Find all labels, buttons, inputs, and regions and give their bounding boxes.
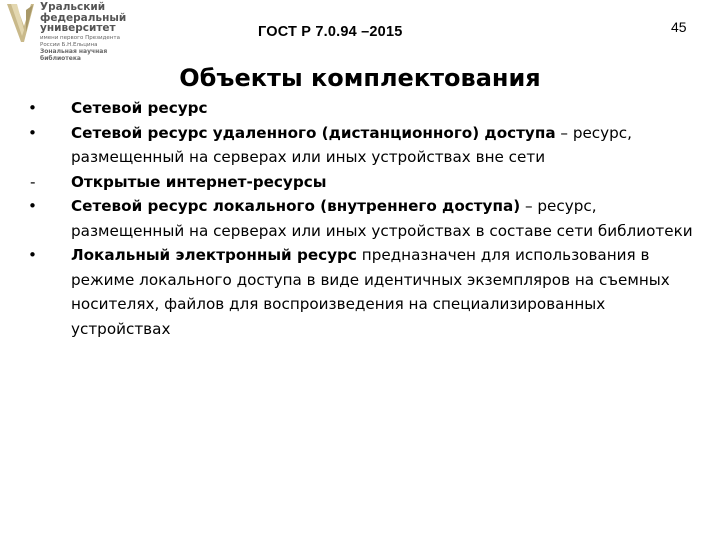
logo-name bbox=[40, 2, 126, 34]
item-description: предназначен для использования в режиме локального доступа в виде идентичных экземпляров на съемных носителях, файлов для воспроизведения на специализированных устройствах bbox=[71, 246, 670, 338]
bullet-list bbox=[28, 96, 708, 341]
logo-subtitle: имени первого Президента России Б.Н.Ельцина bbox=[40, 35, 120, 48]
logo-name-line-3: университет bbox=[40, 22, 116, 34]
item-term: Открытые интернет-ресурсы bbox=[71, 172, 327, 191]
list-item bbox=[28, 96, 708, 121]
gost-header: ГОСТ Р 7.0.94 –2015 bbox=[258, 24, 403, 40]
logo-name-line-1: Уральский bbox=[40, 1, 106, 13]
item-term: Локальный электронный ресурс bbox=[71, 246, 357, 264]
list-item bbox=[28, 194, 708, 243]
item-description: – ресурс, размещенный на серверах или иных устройствах в составе сети библиотеки bbox=[71, 197, 693, 240]
item-term: Сетевой ресурс удаленного (дистанционного) доступа bbox=[71, 123, 556, 142]
page-number: 45 bbox=[671, 19, 687, 35]
bullet-marker: • bbox=[28, 246, 37, 264]
logo-library-name: Зональная научная библиотека bbox=[40, 48, 108, 62]
urfu-emblem-icon bbox=[4, 2, 36, 46]
bullet-marker: • bbox=[28, 99, 37, 117]
item-term: Сетевой ресурс локального (внутреннего доступа) bbox=[71, 197, 521, 215]
slide-title: Объекты комплектования bbox=[179, 64, 541, 92]
dash-marker: - bbox=[30, 172, 36, 191]
item-term: Сетевой ресурс bbox=[71, 99, 208, 117]
item-description: – ресурс, размещенный на серверах или иных устройствах вне сети bbox=[71, 123, 632, 166]
bullet-marker: • bbox=[28, 123, 37, 142]
logo-name-line-2: федеральный bbox=[40, 11, 127, 24]
list-item bbox=[28, 243, 708, 341]
list-item bbox=[28, 121, 708, 170]
list-item bbox=[28, 170, 708, 195]
bullet-marker: • bbox=[28, 197, 37, 215]
university-logo bbox=[4, 1, 127, 64]
